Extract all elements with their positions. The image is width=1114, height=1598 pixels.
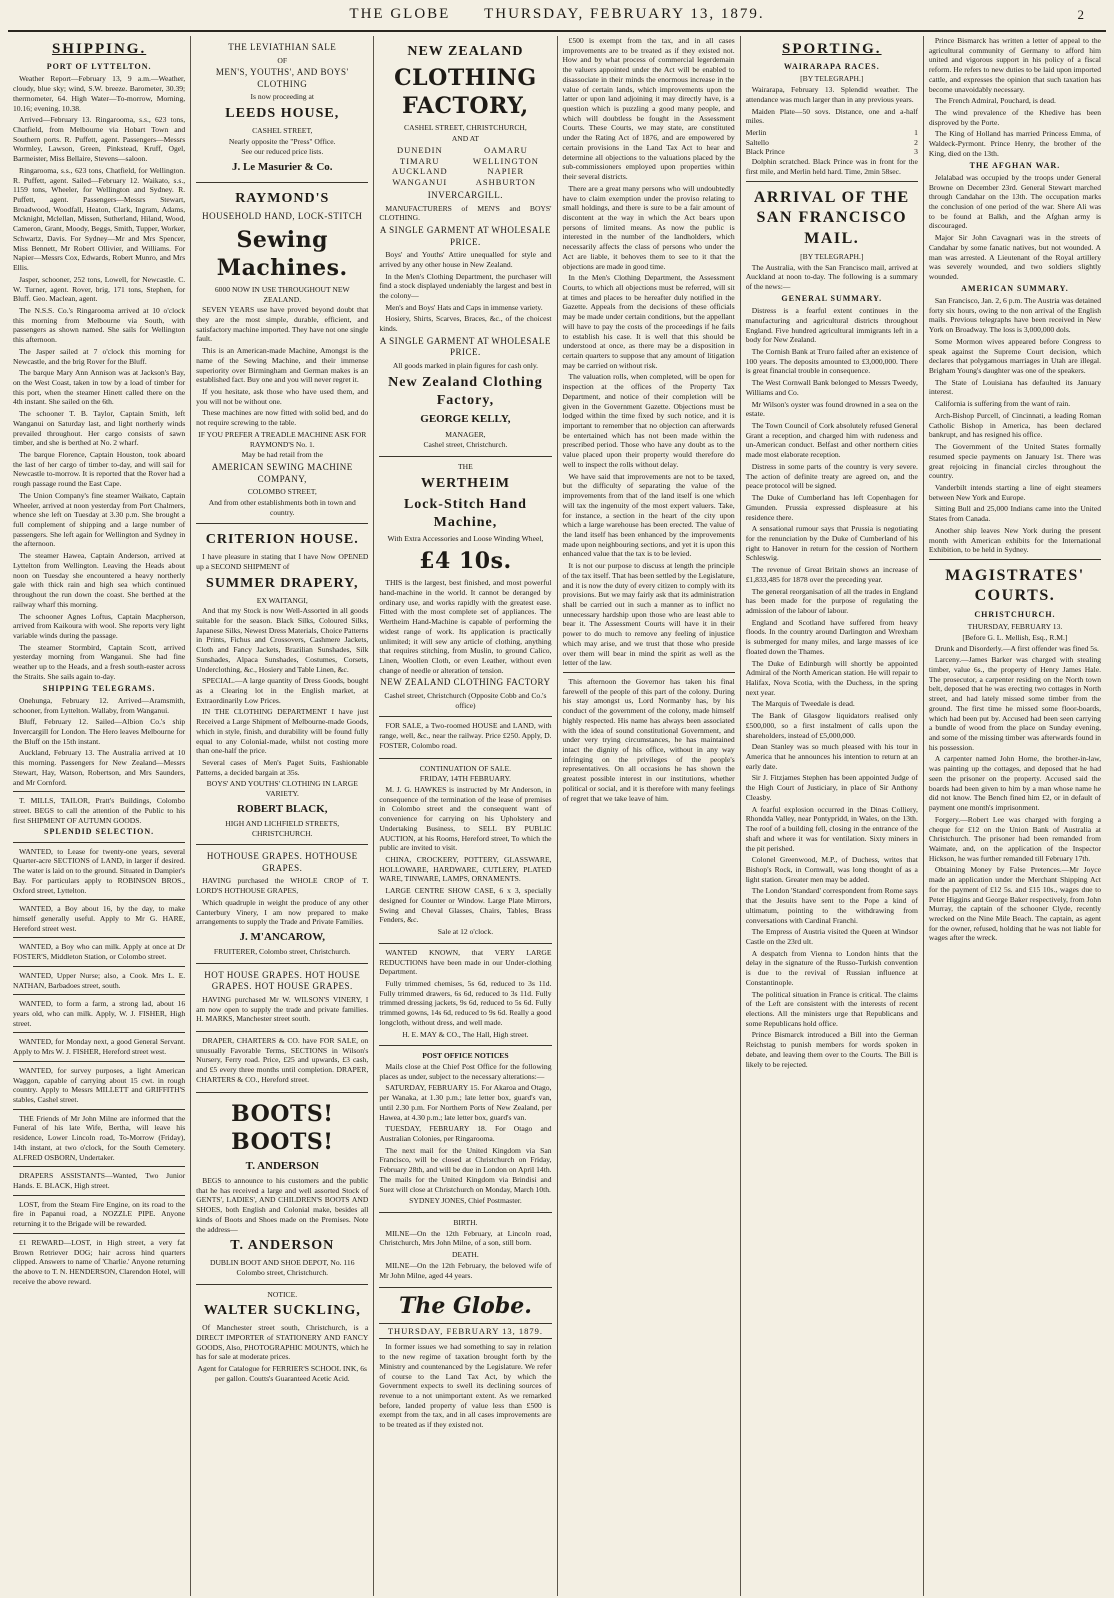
advert-text: And from other establishments both in town and country.: [208, 497, 356, 517]
column-shipping: [8, 36, 191, 1596]
news-paragraph: The Empress of Austria visited the Queen at Windsor Castle on the 23rd ult.: [745, 927, 918, 946]
advert-title: CRITERION HOUSE.: [205, 532, 359, 548]
divider: [13, 899, 185, 900]
text-paragraph: The barque Mary Ann Annison was at Jackson's Bay, on the West Coast, taken in tow by a load of timber for this port, when the steamer Hinett called there on the 4th instant. She sailed on the 6th.: [13, 368, 186, 407]
advert-text: Men's and Boys' Hats and Caps in immense variety.: [385, 302, 543, 312]
editorial-paragraph: The valuation rolls, when completed, will be open for inspection at the offices of the Property Tax Department, and notice of their completion will be given in the Government Gazette. Objections must be lodged within the time fixed by such notice, and it is important to remember that no objection can afterwards be entertained which has not been made within the prescribed period. Those who have any doubt as to the value placed upon their property would therefore do well to inspect the rolls without delay.: [562, 372, 735, 469]
advert-text: COLOMBO STREET,: [247, 487, 317, 497]
news-paragraph: Distress in some parts of the country is very severe. The action of definite treaty are agreed on, and the peace protocol will be signed.: [745, 461, 918, 491]
advert-wertheim: [379, 457, 551, 717]
port-heading: PORT OF LYTTELTON.: [46, 62, 152, 72]
advert-hot-house-grapes: [196, 964, 368, 1032]
column-editorial: [558, 36, 741, 1596]
advert-text: H. E. MAY & CO., The Hall, High street.: [402, 1029, 529, 1039]
advert-signature: GEORGE KELLY,: [420, 413, 511, 426]
advert: WANTED, a Boy who can milk. Apply at once at Dr FOSTER'S, Middleton Station, or Colombo street.: [13, 942, 186, 962]
advert-headline: HOUSEHOLD HAND, LOCK-STITCH: [202, 211, 363, 222]
race-row: [746, 147, 918, 157]
advert-text: AND AT: [451, 133, 480, 143]
advert-text: Several cases of Men's Paget Suits, Fashionable Patterns, a decided bargain at 35s.: [196, 758, 369, 777]
text-paragraph: The Jasper sailed at 7 o'clock this morning for Newcastle, and the brig Rover for the Bluff.: [13, 346, 186, 366]
advert-text: And that my Stock is now Well-Assorted in all goods suitable for the season. Black Silks, Coloured Silks, Japanese Silks, Newest Dress Materials, Choice Patterns in Prints, Fichus and Crossovers, Cashmere Jackets, Cloth and Fancy Jackets, Brazilian Sunshades, Silk Sunshades, Alpaca Sunshades, Costumes, Corsets, Underclothing, &c., Hosiery and Table Linen, &c.: [196, 606, 369, 674]
advert-text: MANUFACTURERS of MEN'S and BOYS' CLOTHING.: [379, 203, 552, 223]
column-news-2: [924, 36, 1106, 1596]
advert-text: CASHEL STREET,: [252, 125, 313, 135]
advert: WANTED, to form a farm, a strong lad, about 16 years old, who can milk. Apply, W. J. FISHER, High street.: [13, 999, 186, 1028]
horse-name: Black Prince: [745, 147, 785, 157]
advert-text: POST OFFICE NOTICES: [422, 1051, 509, 1061]
news-paragraph: Wairarapa, February 13. Splendid weather. The attendance was much larger than in any previous years.: [745, 85, 918, 104]
advert-boots: [196, 1093, 368, 1285]
news-paragraph: The general reorganisation of all the trades in England has been made for the purpose of regulating the admission of the labour of labour.: [745, 586, 918, 615]
town-name: DUNEDIN: [396, 144, 443, 155]
advert-caption: SPLENDID SELECTION.: [44, 827, 155, 837]
town-name: TIMARU: [400, 155, 440, 166]
notice-heading: BIRTH.: [453, 1218, 478, 1228]
shipping-telegrams-heading: SHIPPING TELEGRAMS.: [42, 683, 156, 693]
editorial-masthead: The Globe.: [398, 1293, 532, 1320]
advert-text: Agent for Catalogue for FERRIER'S SCHOOL INK, 6s per gallon. Coutts's Guaranteed Acetic Acid.: [197, 1364, 367, 1383]
divider: [13, 842, 185, 843]
advert-walter-suckling: [196, 1285, 368, 1390]
news-paragraph: Major Sir John Cavagnari was in the streets of Candahar by some fanatic natives, but not wounded. A man was arrested. A Lieutenant of the Royal artillery was severely wounded, and two soldiers slightly wounded.: [928, 233, 1102, 282]
advert-text: 6000 NOW IN USE THROUGHOUT NEW ZEALAND.: [214, 284, 350, 304]
advert-leviathan-sale: [196, 36, 368, 183]
advert-text: NOTICE.: [267, 1289, 298, 1299]
advert-title: SUMMER DRAPERY,: [206, 575, 359, 591]
telegraph-caption: [BY TELEGRAPH.]: [800, 252, 864, 262]
advert-text: CONTINUATION OF SALE.: [419, 763, 512, 773]
editorial-paragraph: There are a great many persons who will undoubtedly have to claim exemption under the proviso relating to small holdings, and there is sure to be a fair amount of discontent at the way in which the Act bears upon persons of limited means. As now the public is interested in the number of the landholders, which necessarily affects the class of persons who under the Act are liable, it behoves them to see to it that the objections are made in good time.: [562, 183, 735, 271]
advert-text: MANAGER,: [445, 429, 486, 439]
magistrates-place: CHRISTCHURCH.: [974, 609, 1056, 619]
advert: WANTED, for survey purposes, a light American Waggon, capable of carrying about 15 cwt. in rough country. Apply to Messrs MILLETT and GRIFFITH'S stables, Cashel street.: [13, 1065, 186, 1105]
advert-clothing-factory: [379, 36, 551, 457]
advert-text: Boys' and Youths' Attire unequalled for style and arrived by any other house in New Zealand.: [379, 250, 552, 269]
advert: WANTED, a Boy about 16, by the day, to make himself generally useful. Apply to Mr G. HARE, Hereford street west.: [13, 904, 186, 933]
column-news: [741, 36, 924, 1596]
news-paragraph: Vanderbilt intends starting a line of eight steamers between New York and Europe.: [928, 482, 1102, 502]
columns: [8, 36, 1106, 1596]
notice-text: MILNE—On the 12th February, at Lincoln road, Christchurch, Mrs John Milne, of a son, still born.: [379, 1228, 552, 1248]
advert-raymond-sewing: [196, 183, 368, 524]
summary-heading: GENERAL SUMMARY.: [781, 293, 883, 303]
news-paragraph: The wind prevalence of the Khedive has been disproved by the Porte.: [928, 108, 1102, 127]
advert-text: DRAPER, CHARTERS & CO. have FOR SALE, on unusually Favorable Terms, SECTIONS in Wilson's Nursery, Ferry road. Price, £25 and upwards, £3 cash, and £5 every three months until completion. DRAPER, CHARTERS & CO., Hereford street.: [196, 1036, 369, 1084]
advert-text: Cashel street, Christchurch (Opposite Cobb and Co.'s office): [384, 690, 547, 710]
advert-text: With Extra Accessories and Loose Winding Wheel,: [387, 534, 544, 544]
news-paragraph: The French Admiral, Pouchard, is dead.: [934, 96, 1056, 106]
news-paragraph: Distress is a fearful extent continues in the manufacturing and agricultural districts throughout England. Five hundred agricultural immigrants left in a body for New Zealand.: [745, 306, 918, 345]
news-paragraph: Maiden Plate—50 sovs. Distance, one and a-half miles.: [745, 106, 918, 126]
advert-text: LARGE CENTRE SHOW CASE, 6 x 3, specially designed for Counter or Window. Large Plate Mirrors, Swing and Cheval Glasses, Chairs, Tables, Brass Fenders, &c.: [379, 886, 552, 925]
news-paragraph: The Duke of Cumberland has left Copenhagen for Gmunden. Prussia expressed displeasure at his residence there.: [745, 493, 918, 522]
news-paragraph: San Francisco, Jan. 2, 6 p.m. The Austria was detained forty six hours, owing to the non arrival of the English mails. Previous telegraphs have been received in New York on Broadway. The loss is 3,000,000 dols.: [928, 296, 1102, 335]
race-row: [746, 128, 918, 138]
news-paragraph: The West Cornwall Bank belonged to Messrs Tweedy, Williams and Co.: [745, 378, 918, 397]
advert-text: CASHEL STREET, CHRISTCHURCH,: [404, 123, 527, 133]
advert-signature: J. M'ANCAROW,: [239, 931, 325, 944]
advert-text: Sale at 12 o'clock.: [437, 927, 494, 937]
advert: T. MILLS, TAILOR, Pratt's Buildings, Colombo street. BEGS to call the attention of the Public to his first SHIPMENT OF AUTUMN GOODS.: [13, 796, 186, 825]
advert-text: FOR SALE, a Two-roomed HOUSE and LAND, with range, well, &c., near the railway. Price £250. Apply, D. FOSTER, Colombo road.: [379, 721, 552, 750]
advert-hothouse-grapes: [196, 845, 368, 963]
text-paragraph: Onehunga, February 12. Arrived—Aramsmith, schooner, from Lyttelton. Wallaby, from Wanganui.: [13, 695, 186, 715]
divider: [13, 1061, 185, 1062]
notice-birth: [379, 1213, 551, 1288]
text-paragraph: Weather Report—February 13, 9 a.m.—Weather, cloudy, blue sky; wind, S.W. breeze. Barometer, 30.39; thermometer, 64. High Water—To-morrow, Morning, 10.16; evening, 10.38.: [13, 74, 186, 113]
advert-text: BEGS to announce to his customers and the public that he has received a large and well assorted Stock of GENTS', LADIES', AND CHILDREN'S BOOTS AND SHOES, both English and Colonial make, besides all kinds of Boots and Shoes made on the Premises. Note the address—: [196, 1176, 369, 1234]
advert: £1 REWARD—LOST, in High street, a very fat Brown Retriever DOG; hair across hind quarters clipped. Answers to name of 'Charlie.' Anyone returning the above to T. N. HENDERSON, Clarendon Hotel, will receive the above reward.: [13, 1237, 186, 1286]
page-number: 2: [1077, 7, 1086, 22]
advert-text: FRIDAY, 14TH FEBRUARY.: [419, 774, 511, 784]
news-paragraph: Some Mormon wives appeared before Congress to speak against the Supreme Court decision, which declares that polygamous marriages in Utah are illegal. Brigham Young's daughter was one of the speakers.: [928, 336, 1102, 376]
advert-text: DUBLIN BOOT AND SHOE DEPOT, No. 116 Colombo street, Christchurch.: [209, 1258, 355, 1277]
advert-title: WERTHEIM: [420, 475, 511, 491]
news-paragraph: Jelalabad was occupied by the troops under General Browne on December 23rd. General Stewart marched through Candahar on the 13th. The occupation marks the conclusion of one period of the war. Shere Ali was to be found at Balkh, and the Afghan army is discouraged.: [928, 172, 1102, 231]
news-paragraph: The Town Council of Cork absolutely refused General Grant a reception, and charged him with rudeness and un-American conduct. Belfast and other northern cities made most elaborate reception.: [745, 421, 918, 460]
san-francisco-heading: ARRIVAL OF THE SAN FRANCISCO MAIL.: [753, 188, 910, 247]
advert-text: IF YOU PREFER A TREADLE MACHINE ASK FOR RAYMOND'S No. 1.: [198, 429, 367, 449]
advert-text: OF: [277, 55, 288, 65]
news-paragraph: The Marquis of Tweedale is dead.: [751, 699, 855, 709]
advert-title: RAYMOND'S: [235, 191, 330, 207]
divider: [13, 937, 185, 938]
race-result: [746, 128, 918, 157]
horse-place: 2: [914, 137, 918, 147]
advert-text: Nearly opposite the "Press" Office.: [228, 136, 336, 146]
news-paragraph: The King of Holland has married Princess Emma, of Waldeck-Pyrmont. Prince Henry, the brother of the King, died on the 13th.: [928, 129, 1102, 158]
editorial-paragraph: In former issues we had something to say in relation to the new regime of taxation brought forth by the Ministry and countenanced by the Legislature. We refer of course to the Land Tax Act, by which the Government expects to swell its declining sources of revenue to a not unimportant extent. As we remarked before, landed property of value less than £500 is exempt from the tax, and in all cases improvements are to be treated as if they existed not.: [379, 1342, 552, 1430]
advert-wanted-known: [379, 944, 551, 1046]
court-paragraph: Obtaining Money by False Pretences.—Mr Joyce made an application under the Merchant Shipping Act for the payment of £12 5s. and £15 10s., wages due to Peter Higgins and George Baker respectively, from John Murray, the captain of the schooner Clyde, recently wrecked on the Nine Mile Beach. The captain, as agent for the owner, refused, holding that he was not liable for wages after the wreck.: [928, 865, 1102, 943]
news-paragraph: Mr Wilson's oyster was found drowned in a sea on the estate.: [745, 399, 918, 419]
advert-huge-title: BOOTS! BOOTS!: [231, 1100, 334, 1155]
text-paragraph: Auckland, February 13. The Australia arrived at 10 this morning. Passengers for New Zealand—Messrs Stewart, Hay, Watson, Robertson, and Mrs Saunders, and Mr Cornford.: [13, 748, 186, 787]
divider: [13, 791, 185, 792]
news-paragraph: The Duke of Edinburgh will shortly be appointed Admiral of the North American station. He will repair to Halifax, Nova Scotia, with the Duchess, in the spring next year.: [745, 658, 918, 697]
news-paragraph: The revenue of Great Britain shows an increase of £1,833,485 for 1878 over the preceding year.: [745, 565, 918, 584]
advert-title: LEEDS HOUSE,: [225, 105, 340, 121]
advert-signature: J. Le Masurier & Co.: [231, 161, 333, 174]
advert-text: Which quadruple in weight the produce of any other Canterbury Vinery, I am now prepared to make arrangements to supply the Trade and Private Families.: [196, 897, 369, 927]
text-paragraph: Arrived—February 13. Ringarooma, s.s., 623 tons, Chatfield, from Melbourne via Hobart Town and Southern ports. R. Puffett, agent. Passengers—Messrs Wormley, Lawson, Green, Pinkstead, Kruff, Ogel, Barmeister, Miss Bellaire, Stevens—saloon.: [13, 115, 186, 164]
column-adverts-2: [374, 36, 557, 1596]
advert-text: Fully trimmed chemises, 5s 6d, reduced to 3s 11d. Fully trimmed drawers, 6s 6d, reduced to 3s 11d. Fully trimmed dressing jackets, 9s 6d, reduced to 5s 6d. Fully trimmed gowns, 14s 6d, reduced to 9s 6d. Really a good longcloth, without dress, and well made.: [379, 978, 552, 1027]
advert-huge-title: CLOTHING FACTORY,: [394, 64, 537, 120]
town-name: OAMARU: [484, 144, 528, 155]
news-paragraph: A fearful explosion occurred in the Dinas Colliery, Rhondda Valley, near Pontypridd, in Wales, on the 13th. The roof of a building fell, closing in the entrance of the shaft and where it was for ventilation. Sixty miners in the pit perished.: [745, 804, 918, 853]
news-paragraph: A despatch from Vienna to London hints that the delay in the signature of the Russo-Turkish convention is due to the revival of Russian influence at Constantinople.: [745, 948, 918, 987]
advert-title: T. ANDERSON: [230, 1238, 335, 1254]
advert-headline: NEW ZEALAND CLOTHING FACTORY: [380, 677, 551, 688]
news-paragraph: The London 'Standard' correspondent from Rome says that the Jesuits have sent to the Pope a kind of ultimatum, pointing to the withdrawing from conversations with Cardinal Franchi.: [745, 886, 918, 925]
advert-text: BOYS' AND YOUTHS' CLOTHING IN LARGE VARIETY.: [206, 779, 358, 799]
advert-text: SPECIAL.—A large quantity of Dress Goods, bought as a Clearing lot in the English market, at Extraordinarily Low Prices.: [196, 676, 369, 705]
advert-text: THE: [458, 461, 473, 471]
magistrates-heading: MAGISTRATES' COURTS.: [945, 566, 1085, 605]
advert: DRAPERS ASSISTANTS—Wanted, Two Junior Hands. E. BLACK, High street.: [13, 1171, 186, 1191]
advert: WANTED, for Monday next, a good General Servant. Apply to Mrs W. J. FISHER, Hereford street west.: [13, 1037, 186, 1057]
text-paragraph: The schooner Agnes Loftus, Captain Macpherson, arrived from Kaikoura with wool. She reports very light variable winds during the passage.: [13, 611, 186, 640]
advert-text: CHINA, CROCKERY, POTTERY, GLASSWARE, HOLLOWARE, HARDWARE, CUTLERY, PLATED WARE, TINWARE, LAMPS, ORNAMENTS.: [379, 855, 552, 884]
editorial-date: THURSDAY, FEBRUARY 13, 1879.: [379, 1323, 551, 1340]
advert-headline: A SINGLE GARMENT AT WHOLESALE PRICE.: [379, 335, 551, 358]
divider: [13, 994, 185, 995]
advert-headline: MEN'S, YOUTHS', AND BOYS' CLOTHING: [215, 67, 349, 89]
masthead-title: THE GLOBE: [349, 6, 451, 22]
advert-text: All goods marked in plain figures for cash only.: [392, 360, 539, 370]
editorial-paragraph: This afternoon the Governor has taken his final farewell of the people of this part of the colony. During his stay amongst us, Lord Normanby has, by his conduct of the government of the colony, made himself highly respected. His name has always been associated with the idea of sound constitutional Government, and under very trying circumstances, he has maintained intact the dignity of his office, without in any way infringing on the privileges of the people's representatives. On all occasions he has shown the greatest possible interest in our institutions, whether political or social, and it is therefore with many feelings of regret that we take leave of him.: [562, 677, 735, 803]
advert-title: Lock-Stitch Hand Machine,: [403, 496, 527, 530]
advert-text: HAVING purchased the WHOLE CROP of T. LORD'S HOTHOUSE GRAPES,: [196, 876, 369, 896]
news-paragraph: A sensational rumour says that Prussia is negotiating for the renunciation by the Duke of Cumberland of his right to Hanover in return for the cession of Northern Schleswig.: [745, 524, 918, 563]
news-paragraph: The political situation in France is critical. The claims of the Left are consistent with the interests of recent elections. All the ministers urge that Republicans and some Republicans hold office.: [745, 989, 918, 1028]
advert: WANTED, to Lease for twenty-one years, several Quarter-acre SECTIONS of LAND, in larger if desired. The water is laid on to the ground. Situated in Dampier's Bay. For particulars apply to ROBINSON BROS., Oxford street, Lyttelton.: [13, 846, 186, 895]
news-paragraph: Colonel Greenwood, M.P., of Duchess, writes that Bishop's Rock, in Cornwall, was long thought of as a light station. Greater men may be added.: [745, 855, 918, 884]
text-paragraph: The N.S.S. Co.'s Ringarooma arrived at 10 o'clock this morning from Melbourne via South, with passengers as shown named. She sails for Wellington this afternoon.: [13, 305, 186, 345]
text-paragraph: The schooner T. B. Taylor, Captain Smith, left Wanganui on Saturday last, and light northerly winds prevailed throughout. Her cargo consists of sawn timber, and she is berthed at No. 2 wharf.: [13, 409, 186, 448]
news-paragraph: Prince Bismarck has written a letter of appeal to the agricultural community of Germany to afford him united and vigorous support in his policy of a fiscal reform. He refers to new duties to be laid upon imported cattle, and expresses the opinion that such taxation has become unavoidably necessary.: [928, 36, 1102, 94]
divider: [563, 672, 735, 673]
advert: WANTED, Upper Nurse; also, a Cook. Mrs L. E. NATHAN, Barbadoes street, south.: [13, 970, 186, 990]
magistrates-bench: [Before G. L. Mellish, Esq., R.M.]: [962, 632, 1068, 642]
text-paragraph: The steamer Stormbird, Captain Scott, arrived yesterday morning from Wanganui. She had fine weather up to the Heads, and a fresh south-easter across the Straits. She sails again to-day.: [13, 642, 186, 681]
editorial-paragraph: We have said that improvements are not to be taxed, but the difficulty of separating the value of the improvements from that of the land itself is one which will tax the ingenuity of the most expert valuers. Take, for instance, a section in the heart of the city upon which a large warehouse has been erected. The value of the land itself has been enhanced by the improvements made upon neighbouring sections, and yet it is upon this enhanced value that the tax is to be levied.: [562, 471, 735, 559]
advert-text: WANTED KNOWN, that VERY LARGE REDUCTIONS have been made in our Under-clothing Department.: [379, 947, 552, 977]
advert-text: This is an American-made Machine, Amongst is the name of the Sewing Machine, and their immense superiority over Birmingham and German makes is an established fact. Buy one and you will never regret it.: [196, 346, 369, 385]
advert-text: Of Manchester street south, Christchurch, is a DIRECT IMPORTER of STATIONERY AND FANCY GOODS, Also, PHOTOGRAPHIC MOUNTS, which he has for sale at moderate prices.: [196, 1323, 369, 1362]
text-paragraph: Ringarooma, s.s., 623 tons, Chatfield, for Wellington. R. Puffett, agent. Sailed—February 12. Waikato, s.s., 1159 tons, Wheeler, for Wellington and Sydney. R. Puffett, agent. Passengers—Messrs Stewart, Broadwood, Woodfall, Heaton, Clark, Ingram, Adams, Mcknight, Mclellan, Missen, Sutherland, Hiland, Wood, Cameron, Grant, Moody, Beggs, Smith, Tupper, Worker, Schwartz, Davis. For Sydney—Mr and Mrs Spencer, Miss Bennett, Mr Robert Ollivier, and Williams. For Napier—Messrs Cox, Edwards, Robert Munro, and Mrs Ellis.: [13, 165, 186, 273]
telegraph-caption: [BY TELEGRAPH.]: [800, 74, 864, 84]
advert-text: FRUITERER, Colombo street, Christchurch.: [213, 947, 351, 957]
divider: [13, 1032, 185, 1033]
advert-text: SYDNEY JONES, Chief Postmaster.: [409, 1196, 522, 1206]
text-paragraph: The barque Florence, Captain Houston, took aboard the last of her cargo of timber to-day, and will sail for Newcastle to-morrow. It is reported that the Rover had a rough passage round the East Cape.: [13, 450, 186, 489]
news-paragraph: The Cornish Bank at Truro failed after an existence of 100 years. The deposits amounted to £3,000,000. There is great financial trouble in consequence.: [745, 347, 918, 376]
news-paragraph: The Australia, with the San Francisco mail, arrived at Auckland at noon to-day. The following is a summary of the news:—: [745, 262, 918, 292]
divider: [13, 1233, 185, 1234]
news-paragraph: California is suffering from the want of rain.: [934, 399, 1071, 409]
town-name: ASHBURTON: [475, 177, 537, 188]
advert: LOST, from the Steam Fire Engine, on its road to the fire in Papanui road, a NOZZLE PIPE. Anyone returning it to the Brigade will be rewarded.: [13, 1199, 186, 1229]
magistrates-date: THURSDAY, FEBRUARY 13.: [967, 622, 1063, 632]
advert-text: Mails close at the Chief Post Office for the following places as under, subject to the necessary alterations:—: [379, 1061, 552, 1081]
advert-text: Hosiery, Shirts, Scarves, Braces, &c., of the choicest kinds.: [379, 314, 552, 334]
american-summary-heading: AMERICAN SUMMARY.: [961, 283, 1069, 293]
advert-headline: HOT HOUSE GRAPES. HOT HOUSE GRAPES. HOT HOUSE GRAPES.: [204, 969, 361, 992]
news-paragraph: Sir J. Fitzjames Stephen has been appointed Judge of the High Court of Justiciary, in place of Sir Anthony Cleasby.: [745, 773, 918, 802]
court-paragraph: Larceny.—James Barker was charged with stealing timber, value 6s., the property of Henry James Hale. The prosecutor, a carpenter residing on the North town belt, deposed that he was erecting two cottages in North street, and had lately missed some timber from the ground. The first time he missed some floor-boards, which had been put by. Accused had been seen carrying a bundle of wood from the place on Sunday evening, and some of the missing timber was afterwards found in his possession.: [928, 655, 1102, 752]
news-paragraph: Dean Stanley was so much pleased with his tour in America that he announces his intention to return at an early date.: [745, 742, 918, 771]
divider: [13, 1109, 185, 1110]
advert-text: These machines are now fitted with solid bed, and do not require screwing to the table.: [196, 408, 369, 428]
advert-headline: A SINGLE GARMENT AT WHOLESALE PRICE.: [379, 225, 551, 247]
advert-text: If you hesitate, ask those who have used them, and you will not be without one.: [196, 387, 369, 406]
news-paragraph: Another ship leaves New York during the present month with American exhibits for the International Exhibition, to be held in Sydney.: [928, 525, 1102, 555]
news-paragraph: Sitting Bull and 25,000 Indians came into the United States from Canada.: [928, 504, 1102, 524]
sporting-subheading: WAIRARAPA RACES.: [783, 62, 880, 72]
advert-signature: T. ANDERSON: [245, 1159, 319, 1172]
divider: [13, 1195, 185, 1196]
advert-title: WALTER SUCKLING,: [203, 1303, 361, 1319]
advert-auction: [379, 759, 551, 944]
news-paragraph: The Bank of Glasgow liquidators realised only £500,000, so a first instalment of calls upon the shareholders, instead of £5,000,000.: [745, 711, 918, 740]
text-paragraph: The steamer Hawea, Captain Anderson, arrived at Lyttelton from Wellington. Leaving the Heads about noon on Tuesday she encountered a heavy northerly gale with thick rain and high sea which continued throughout the run down the coast. She berthed at the railway wharf this morning.: [13, 551, 186, 609]
advert-house-for-sale: [379, 717, 551, 758]
advert-signature: ROBERT BLACK,: [237, 802, 328, 815]
horse-name: Merlin: [745, 128, 767, 138]
advert-text: IN THE CLOTHING DEPARTMENT I have just Received a Large Shipment of Melbourne-made Goods, which in style, finish, and durability will be found fully equal to any Colonial-made, whilst not costing more than one-half the price.: [196, 707, 369, 756]
town-name: NAPIER: [487, 166, 525, 177]
town-list-right: [473, 145, 539, 189]
divider: [746, 181, 918, 182]
masthead-date: THURSDAY, FEBRUARY 13, 1879.: [484, 6, 765, 22]
news-paragraph: The Government of the United States formally resumed specie payments on January 1st. There was great rejoicing in financial circles throughout the country.: [928, 442, 1102, 481]
horse-place: 1: [914, 128, 918, 138]
advert-criterion-house: [196, 524, 368, 845]
news-paragraph: England and Scotland have suffered from heavy floods. In the country around Darlington and Wrexham is submerged for many miles, and large masses of ice floated down the Thames.: [745, 617, 918, 656]
town-name: WANGANUI: [392, 177, 448, 188]
advert-title: New Zealand Clothing Factory,: [388, 374, 543, 408]
advert-headline: THE LEVIATHIAN SALE: [228, 42, 337, 52]
court-paragraph: A carpenter named John Horne, the brother-in-law, was painting up the cottages, and deposed that he had seen the prisoner on the property. Accused said the boards had been given to him by a man whose name he did not know. The Bench fined him £2, or in default of payment one month's imprisonment.: [928, 754, 1102, 813]
masthead: [8, 6, 1106, 32]
advert-text: See our reduced price lists.: [241, 147, 324, 157]
advert-headline: INVERCARGILL.: [427, 190, 504, 201]
advert-text: EX WAITANGI,: [256, 595, 308, 605]
advert-draper-charters: [196, 1032, 368, 1093]
horse-place: 3: [914, 147, 918, 157]
town-name: AUCKLAND: [391, 166, 448, 177]
editorial-paragraph: It is not our purpose to discuss at length the principle of the tax itself. That has been settled by the Legislature, and it is now the duty of every citizen to comply with its provisions. But we may fairly ask that its administration shall be carried out in such a manner as to inflict no unnecessary hardship upon those who are least able to bear it. The Assessment Courts will have it in their power to do much to remove any feeling of injustice which may arise, and we trust that those who preside over them will bear in mind the spirit as well as the letter of the law.: [562, 561, 735, 668]
town-list: [379, 145, 551, 189]
advert-headline: AMERICAN SEWING MACHINE COMPANY,: [211, 462, 353, 484]
advert-text: I have pleasure in stating that I have Now OPENED up a SECOND SHIPMENT of: [196, 552, 369, 571]
town-list-left: [392, 145, 448, 189]
editorial-paragraph: In the Men's Clothing Department, the Assessment Courts, to which all objections must be referred, will sit at times and places to be hereafter duly notified in the Gazette. Appeals from the decisions of these officials may be made under certain conditions, but the appellant will have to pay the costs of the proceedings if he fails to establish his case. It is well that this should be understood at once, as there may be a disposition in certain quarters to suppose that any amount of litigation may be carried on without risk.: [562, 273, 735, 370]
notice-heading: DEATH.: [452, 1250, 479, 1260]
advert-text: In the Men's Clothing Department, the purchaser will find a stock displayed undeniably the largest and best in the colony—: [379, 271, 552, 301]
race-row: [746, 138, 918, 148]
advert-text: TUESDAY, FEBRUARY 18. For Otago and Australian Colonies, per Ringarooma.: [379, 1124, 552, 1144]
news-paragraph: Arch-Bishop Purcell, of Cincinnati, a leading Roman Catholic Bishop in America, has been declared bankrupt, and has resigned his office.: [928, 410, 1102, 440]
afghan-war-heading: THE AFGHAN WAR.: [969, 160, 1061, 170]
advert-text: THIS is the largest, best finished, and most powerful hand-machine in the world. It cannot be deranged by ordinary use, and works rapidly with the greatest ease. Fitted with the most complete set of appliances. The Wertheim Hand-Machine is capable of performing the widest range of work. Its application is practically unlimited; it will sew any article of clothing, anything that requires stitching, from Muslin, to ground Calico, Linen, Woollen Cloth, or even Leather, without even change of needle or alteration of tension.: [379, 578, 552, 675]
news-paragraph: Prince Bismarck introduced a Bill into the German Reichstag to punish members for words spoken in debate, and leaving them over to the Courts. The Bill is likely to be rejected.: [745, 1030, 918, 1069]
divider: [929, 559, 1101, 560]
advert: THE Friends of Mr John Milne are informed that the Funeral of his late Wife, Bertha, will leave his residence, Lower Lincoln road, To-Morrow (Friday), 14th instant, at two o'clock, for the South Cemetery. ALFRED OSBORN, Undertaker.: [13, 1113, 186, 1162]
advert-text: HIGH AND LICHFIELD STREETS, CHRISTCHURCH.: [225, 818, 340, 838]
advert-text: SEVEN YEARS use have proved beyond doubt that they are the most simple, durable, efficient, and satisfactory machine imported. They have not one single fault.: [196, 305, 369, 344]
advert-huge-title: Sewing Machines.: [216, 226, 348, 281]
divider: [13, 966, 185, 967]
court-paragraph: Drunk and Disorderly.—A first offender was fined 5s.: [934, 643, 1099, 653]
text-paragraph: Jasper, schooner, 252 tons, Lowell, for Newcastle. C. W. Turner, agent. Rover, brig, 171 tons, Stephen, for Bluff. Geo. Maclean, agent.: [13, 274, 186, 304]
advert-text: May be had retail from the: [241, 450, 323, 460]
news-paragraph: The State of Louisiana has defaulted its January interest.: [928, 377, 1102, 397]
advert-text: Cashel street, Christchurch.: [423, 440, 508, 450]
advert-text: The next mail for the United Kingdom via San Francisco, will be closed at Christchurch on Friday, February 28th, and will be due in London on April 14th. The mails for the United Kingdom via Brindisi and Suez will close at Christchurch on Monday, March 10th.: [379, 1145, 552, 1194]
advert-text: M. J. G. HAWKES is instructed by Mr Anderson, in consequence of the termination of the lease of premises in Colombo street and the consequent want of convenience for carrying on his Upholstery and Undertaking Business, to SELL BY PUBLIC AUCTION, at his Rooms, Hereford street, To which the public are invited to visit.: [379, 785, 552, 853]
court-paragraph: Forgery.—Robert Lee was charged with forging a cheque for £12 on the Union Bank of Australia at Christchurch. The prisoner had been remanded from Waimate, and, on the application of the Inspector Hickson, he was further remanded till February 17th.: [928, 814, 1102, 863]
advert-post-office: [379, 1046, 551, 1213]
text-paragraph: The Union Company's fine steamer Waikato, Captain Wheeler, arrived at noon yesterday from Port Chalmers, whence she left on Tuesday at 3.30 p.m. She brought a full complement of shipping and a large number of passengers. She left again for Wellington and Sydney in the afternoon.: [13, 490, 186, 549]
shipping-heading: SHIPPING.: [51, 41, 147, 57]
text-paragraph: Bluff, February 12. Sailed—Albion Co.'s ship Invercargill for London. The Hero leaves Melbourne for the Bluff on the 15th instant.: [13, 717, 186, 746]
advert-text: Is now proceeding at: [250, 92, 314, 102]
town-name: WELLINGTON: [472, 155, 539, 166]
notice-text: MILNE—On the 12th February, the beloved wife of Mr John Milne, aged 44 years.: [379, 1260, 552, 1280]
sporting-heading: SPORTING.: [781, 41, 882, 57]
divider: [13, 1166, 185, 1167]
news-paragraph: Dolphin scratched. Black Prince was in front for the first mile, and Merlin held hard. Time, 2min 58sec.: [745, 157, 918, 176]
horse-name: Saltello: [745, 137, 769, 147]
advert-headline: HOTHOUSE GRAPES. HOTHOUSE GRAPES.: [206, 851, 358, 873]
advert-title: NEW ZEALAND: [407, 44, 524, 59]
advert-text: HAVING purchased Mr W. WILSON'S VINERY, I am now open to supply the trade and private families. H. MARKS, Manchester street south.: [196, 994, 369, 1024]
editorial-paragraph: £500 is exempt from the tax, and in all cases improvements are to be treated as if they existed not. How and by what process of commercial legerdemain the valuers appointed under the Act will be enabled to disassociate in their minds the enormous increase in the value of certain lands, which improvements upon the latter or upon land adjoining it may directly have, is a question which is puzzling a good many people, and which will doubtless be fought in the Assessment Courts. These Courts, we may state, are constituted under the Rating Act of 1876, and are empowered by certain provisions in the Land Tax Act to hear and determine all objections to the valuations placed by the sub-commissioners employed upon properties within their several districts.: [562, 36, 735, 182]
advert-price: £4 10s.: [419, 548, 512, 575]
column-adverts-1: [191, 36, 374, 1596]
advert-text: SATURDAY, FEBRUARY 15. For Akaroa and Otago, per Wanaka, at 1.30 p.m.; late letter box, guard's van, until 2.30 p.m. For Northern Ports of New Zealand, per Hawea, at 4.30 p.m.; late letter box, guard's van.: [379, 1083, 552, 1122]
